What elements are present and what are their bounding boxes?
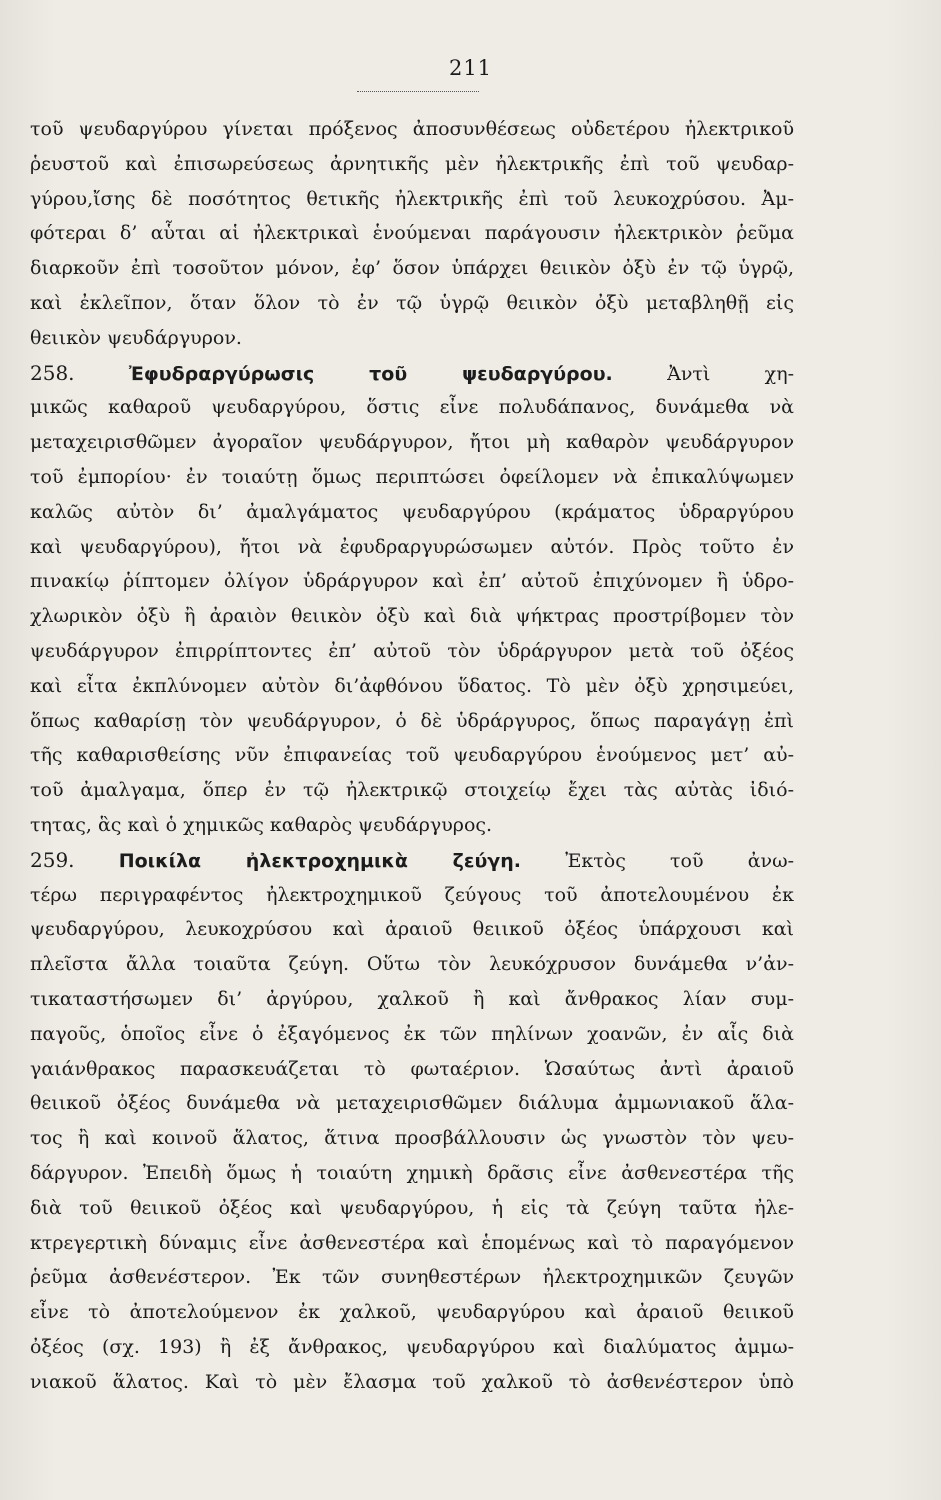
text-line	[30, 251, 794, 286]
line-text: τος ἢ καὶ κοινοῦ ἅλατος, ἅτινα προσβάλλουσιν ὡς γνωστὸν τὸν ψευ-	[30, 1127, 794, 1150]
text-line	[30, 1191, 794, 1226]
line-text: διαρκοῦν ἐπὶ τοσοῦτον μόνον, ἐφ’ ὅσον ὑπάρχει θειικὸν ὀξὺ ἐν τῷ ὑγρῷ,	[30, 257, 794, 280]
section-title: Ἐφυδραργύρωσις τοῦ ψευδαργύρου.	[128, 362, 613, 385]
text-line	[30, 460, 794, 495]
body-text	[30, 112, 794, 1399]
line-text: τοῦ ἐμπορίου· ἐν τοιαύτῃ ὅμως περιπτώσει ὀφείλομεν νὰ ἐπικαλύψωμεν	[30, 465, 794, 488]
line-text: θειικοῦ ὀξέος δυνάμεθα νὰ μεταχειρισθῶμεν διάλυμα ἀμμωνιακοῦ ἅλα-	[30, 1092, 794, 1115]
line-text: εἶνε τὸ ἀποτελούμενον ἐκ χαλκοῦ, ψευδαργύρου καὶ ἀραιοῦ θειικοῦ	[30, 1301, 794, 1324]
text-line	[30, 1365, 794, 1400]
line-text: φότεραι δ’ αὗται αἱ ἠλεκτρικαὶ ἑνούμεναι παράγουσιν ἠλεκτρικὸν ῥεῦμα	[30, 222, 794, 245]
section-number: 259.	[30, 847, 75, 872]
text-line	[30, 390, 794, 425]
text-line	[30, 1086, 794, 1121]
text-line	[30, 1226, 794, 1261]
text-line	[30, 182, 794, 217]
text-line	[30, 530, 794, 565]
line-text: καὶ ψευδαργύρου), ἤτοι νὰ ἐφυδραργυρώσωμεν αὐτόν. Πρὸς τοῦτο ἐν	[30, 535, 794, 558]
text-line	[30, 599, 794, 634]
line-text: Ἀντὶ χη-	[667, 362, 794, 385]
line-text: πλεῖστα ἄλλα τοιαῦτα ζεύγη. Οὕτω τὸν λευκόχρυσον δυνάμεθα ν’ἀν-	[30, 953, 794, 976]
text-line	[30, 321, 794, 356]
text-line	[30, 704, 794, 739]
text-line	[30, 634, 794, 669]
header-rule	[357, 91, 479, 92]
text-line	[30, 356, 794, 391]
line-text: νιακοῦ ἅλατος. Καὶ τὸ μὲν ἔλασμα τοῦ χαλκοῦ τὸ ἀσθενέστερον ὑπὸ	[30, 1370, 794, 1393]
text-line	[30, 1330, 794, 1365]
text-line	[30, 216, 794, 251]
line-text: δάργυρον. Ἐπειδὴ ὅμως ἡ τοιαύτη χημικὴ δρᾶσις εἶνε ἀσθενεστέρα τῆς	[30, 1161, 794, 1184]
line-text: καὶ εἶτα ἐκπλύνομεν αὐτὸν δι’ἀφθόνου ὕδατος. Τὸ μὲν ὀξὺ χρησιμεύει,	[30, 674, 794, 697]
line-text: ψευδαργύρου, λευκοχρύσου καὶ ἀραιοῦ θειικοῦ ὀξέος ὑπάρχουσι καὶ	[30, 918, 794, 941]
line-text: ὅπως καθαρίσῃ τὸν ψευδάργυρον, ὁ δὲ ὑδράργυρος, ὅπως παραγάγῃ ἐπὶ	[30, 709, 794, 732]
line-text: ὀξέος (σχ. 193) ἢ ἐξ ἄνθρακος, ψευδαργύρου καὶ διαλύματος ἀμμω-	[30, 1335, 794, 1358]
page-number: 211	[448, 56, 493, 80]
line-text: διὰ τοῦ θειικοῦ ὀξέος καὶ ψευδαργύρου, ἡ εἰς τὰ ζεύγη ταῦτα ἠλε-	[30, 1196, 794, 1219]
text-line	[30, 1295, 794, 1330]
line-text: καὶ ἐκλεῖπον, ὅταν ὅλον τὸ ἐν τῷ ὑγρῷ θειικὸν ὀξὺ μεταβληθῇ εἰς	[30, 291, 794, 314]
line-text: γαιάνθρακος παρασκευάζεται τὸ φωταέριον. Ὡσαύτως ἀντὶ ἀραιοῦ	[30, 1057, 794, 1080]
text-line	[30, 1156, 794, 1191]
text-line	[30, 1017, 794, 1052]
text-line	[30, 425, 794, 460]
text-line	[30, 1052, 794, 1087]
line-text: χλωρικὸν ὀξὺ ἢ ἀραιὸν θειικὸν ὀξὺ καὶ διὰ ψήκτρας προστρίβομεν τὸν	[30, 605, 794, 628]
text-line	[30, 947, 794, 982]
text-line	[30, 564, 794, 599]
line-text: τοῦ ἀμαλγαμα, ὅπερ ἐν τῷ ἠλεκτρικῷ στοιχείῳ ἔχει τὰς αὐτὰς ἰδιό-	[30, 779, 794, 802]
section-title: Ποικίλα ἠλεκτροχημικὰ ζεύγη.	[118, 849, 521, 872]
text-line	[30, 738, 794, 773]
line-text: Ἐκτὸς τοῦ ἀνω-	[565, 849, 794, 872]
section-number: 258.	[30, 360, 75, 385]
line-text: ῥεῦμα ἀσθενέστερον. Ἐκ τῶν συνηθεστέρων ἠλεκτροχημικῶν ζευγῶν	[30, 1266, 794, 1289]
text-line	[30, 912, 794, 947]
line-text: θειικὸν ψευδάργυρον.	[30, 326, 242, 349]
text-line	[30, 808, 794, 843]
text-line	[30, 112, 794, 147]
line-text: κτρεγερτικὴ δύναμις εἶνε ἀσθενεστέρα καὶ ἑπομένως καὶ τὸ παραγόμενον	[30, 1231, 794, 1254]
line-text: τῆς καθαρισθείσης νῦν ἐπιφανείας τοῦ ψευδαργύρου ἑνούμενος μετ’ αὐ-	[30, 744, 794, 767]
line-text: παγοῦς, ὁποῖος εἶνε ὁ ἐξαγόμενος ἐκ τῶν πηλίνων χοανῶν, ἐν αἷς διὰ	[30, 1022, 794, 1045]
text-line	[30, 843, 794, 878]
text-line	[30, 1121, 794, 1156]
line-text: πινακίῳ ῥίπτομεν ὀλίγον ὑδράργυρον καὶ ἐπ’ αὐτοῦ ἐπιχύνομεν ἢ ὑδρο-	[30, 570, 794, 593]
line-text: τικαταστήσωμεν δι’ ἀργύρου, χαλκοῦ ἢ καὶ ἄνθρακος λίαν συμ-	[30, 987, 794, 1010]
line-text: μικῶς καθαροῦ ψευδαργύρου, ὅστις εἶνε πολυδάπανος, δυνάμεθα νὰ	[30, 396, 794, 419]
text-line	[30, 147, 794, 182]
text-line	[30, 1260, 794, 1295]
line-text: γύρου,ἴσης δὲ ποσότητος θετικῆς ἠλεκτρικῆς ἐπὶ τοῦ λευκοχρύσου. Ἀμ-	[30, 187, 794, 210]
line-text: τοῦ ψευδαργύρου γίνεται πρόξενος ἀποσυνθέσεως οὐδετέρου ἠλεκτρικοῦ	[30, 118, 794, 140]
line-text: τητας, ἃς καὶ ὁ χημικῶς καθαρὸς ψευδάργυρος.	[30, 813, 493, 836]
line-text: ψευδάργυρον ἐπιρρίπτοντες ἐπ’ αὐτοῦ τὸν ὑδράργυρον μετὰ τοῦ ὀξέος	[30, 639, 794, 662]
text-line	[30, 495, 794, 530]
line-text: ῥευστοῦ καὶ ἐπισωρεύσεως ἀρνητικῆς μὲν ἠλεκτρικῆς ἐπὶ τοῦ ψευδαρ-	[30, 152, 794, 175]
text-line	[30, 982, 794, 1017]
line-text: καλῶς αὐτὸν δι’ ἀμαλγάματος ψευδαργύρου (κράματος ὑδραργύρου	[30, 500, 794, 523]
text-line	[30, 773, 794, 808]
text-line	[30, 669, 794, 704]
line-text: τέρω περιγραφέντος ἠλεκτροχημικοῦ ζεύγους τοῦ ἀποτελουμένου ἐκ	[30, 883, 794, 906]
text-line	[30, 878, 794, 913]
text-line	[30, 286, 794, 321]
line-text: μεταχειρισθῶμεν ἀγοραῖον ψευδάργυρον, ἤτοι μὴ καθαρὸν ψευδάργυρον	[30, 431, 794, 454]
